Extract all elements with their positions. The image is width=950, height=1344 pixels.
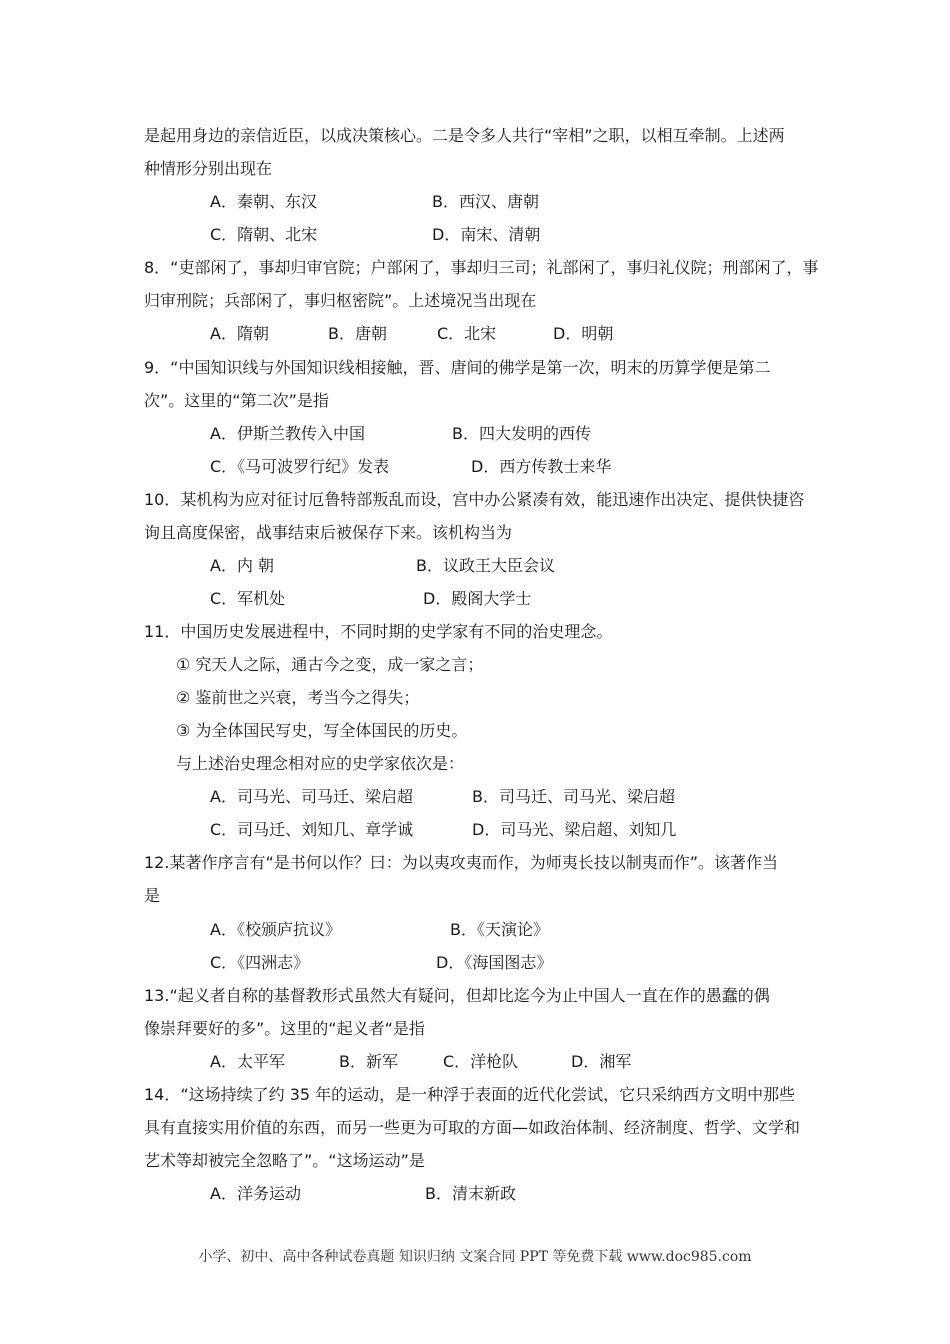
question-12-option-a: A．《校颁庐抗议》 bbox=[210, 920, 341, 939]
question-11-option-d: D．司马光、梁启超、刘知几 bbox=[472, 820, 677, 839]
question-11-option-a: A．司马光、司马迁、梁启超 bbox=[210, 787, 413, 806]
question-8-option-a: A．隋朝 bbox=[210, 324, 269, 343]
question-7-option-b: B．西汉、唐朝 bbox=[432, 192, 539, 211]
question-8-stem-line-1: 8．“吏部闲了，事却归审官院；户部闲了，事却归三司；礼部闲了，事归礼仪院；刑部闲了，事 bbox=[144, 258, 819, 277]
question-11-item-1: ① 究天人之际，通古今之变，成一家之言； bbox=[176, 655, 484, 674]
question-7-stem-line-2: 种情形分别出现在 bbox=[144, 159, 273, 178]
question-11-item-2: ② 鉴前世之兴衰，考当今之得失； bbox=[176, 688, 420, 707]
question-7-option-d: D．南宋、清朝 bbox=[432, 225, 541, 244]
question-11-stem: 11．中国历史发展进程中，不同时期的史学家有不同的治史理念。 bbox=[144, 622, 613, 641]
question-10-stem-line-1: 10．某机构为应对征讨厄鲁特部叛乱而设，宫中办公紧凑有效，能迅速作出决定、提供快捷咨 bbox=[144, 490, 805, 509]
question-13-option-a: A．太平军 bbox=[210, 1052, 285, 1071]
question-13-option-c: C．洋枪队 bbox=[443, 1052, 519, 1071]
question-8-option-d: D．明朝 bbox=[553, 324, 614, 343]
question-12-option-c: C．《四洲志》 bbox=[210, 953, 310, 972]
question-8-option-c: C．北宋 bbox=[437, 324, 497, 343]
question-12-stem-line-1: 12.某著作序言有“是书何以作？曰：为以夷攻夷而作，为师夷长技以制夷而作”。该著作当 bbox=[144, 853, 779, 872]
question-14-stem-line-2: 具有直接实用价值的东西，而另一些更为可取的方面—如政治体制、经济制度、哲学、文学和 bbox=[144, 1118, 801, 1137]
question-11-option-c: C．司马迁、刘知几、章学诚 bbox=[210, 820, 414, 839]
question-12-option-d: D．《海国图志》 bbox=[436, 953, 553, 972]
page-footer: 小学、初中、高中各种试卷真题 知识归纳 文案合同 PPT 等免费下载 www.doc985.com bbox=[198, 1249, 752, 1265]
question-9-option-c: C．《马可波罗行纪》发表 bbox=[210, 457, 390, 476]
question-10-option-a: A．内 朝 bbox=[210, 556, 275, 575]
question-11-item-3: ③ 为全体国民写史，写全体国民的历史。 bbox=[176, 721, 468, 740]
question-7-stem-line-1: 是起用身边的亲信近臣，以成决策核心。二是令多人共行“宰相”之职，以相互牵制。上述两 bbox=[144, 126, 785, 145]
question-10-option-d: D．殿阁大学士 bbox=[423, 589, 532, 608]
question-11-prompt: 与上述治史理念相对应的史学家依次是： bbox=[176, 754, 465, 773]
question-9-stem-line-1: 9．“中国知识线与外国知识线相接触，晋、唐间的佛学是第一次，明末的历算学便是第二 bbox=[144, 358, 771, 377]
question-9-option-a: A．伊斯兰教传入中国 bbox=[210, 424, 365, 443]
question-11-option-b: B．司马迁、司马光、梁启超 bbox=[472, 787, 675, 806]
question-13-option-d: D．湘军 bbox=[571, 1052, 632, 1071]
question-10-option-b: B．议政王大臣会议 bbox=[416, 556, 555, 575]
question-7-option-a: A．秦朝、东汉 bbox=[210, 192, 317, 211]
question-9-option-b: B．四大发明的西传 bbox=[452, 424, 591, 443]
question-13-stem-line-1: 13.“起义者自称的基督教形式虽然大有疑问，但却比迄今为止中国人一直在作的愚蠢的偶 bbox=[144, 986, 770, 1005]
question-8-stem-line-2: 归审刑院；兵部闲了，事归枢密院”。上述境况当出现在 bbox=[144, 291, 537, 310]
question-12-stem-line-2: 是 bbox=[144, 886, 161, 905]
question-7-option-c: C．隋朝、北宋 bbox=[210, 225, 318, 244]
question-14-stem-line-3: 艺术等却被完全忽略了”。“这场运动”是 bbox=[144, 1151, 425, 1170]
question-10-stem-line-2: 询且高度保密，战事结束后被保存下来。该机构当为 bbox=[144, 523, 513, 542]
question-14-stem-line-1: 14．“这场持续了约 35 年的运动，是一种浮于表面的近代化尝试，它只采纳西方文明中那些 bbox=[144, 1085, 796, 1104]
question-13-stem-line-2: 像崇拜要好的多”。这里的“起义者“是指 bbox=[144, 1019, 425, 1038]
question-8-option-b: B．唐朝 bbox=[328, 324, 387, 343]
question-9-option-d: D．西方传教士来华 bbox=[471, 457, 612, 476]
question-13-option-b: B．新军 bbox=[339, 1052, 398, 1071]
question-14-option-b: B．清末新政 bbox=[425, 1184, 516, 1203]
question-9-stem-line-2: 次”。这里的“第二次”是指 bbox=[144, 391, 329, 410]
question-10-option-c: C．军机处 bbox=[210, 589, 286, 608]
question-12-option-b: B．《天演论》 bbox=[450, 920, 549, 939]
question-14-option-a: A．洋务运动 bbox=[210, 1184, 301, 1203]
